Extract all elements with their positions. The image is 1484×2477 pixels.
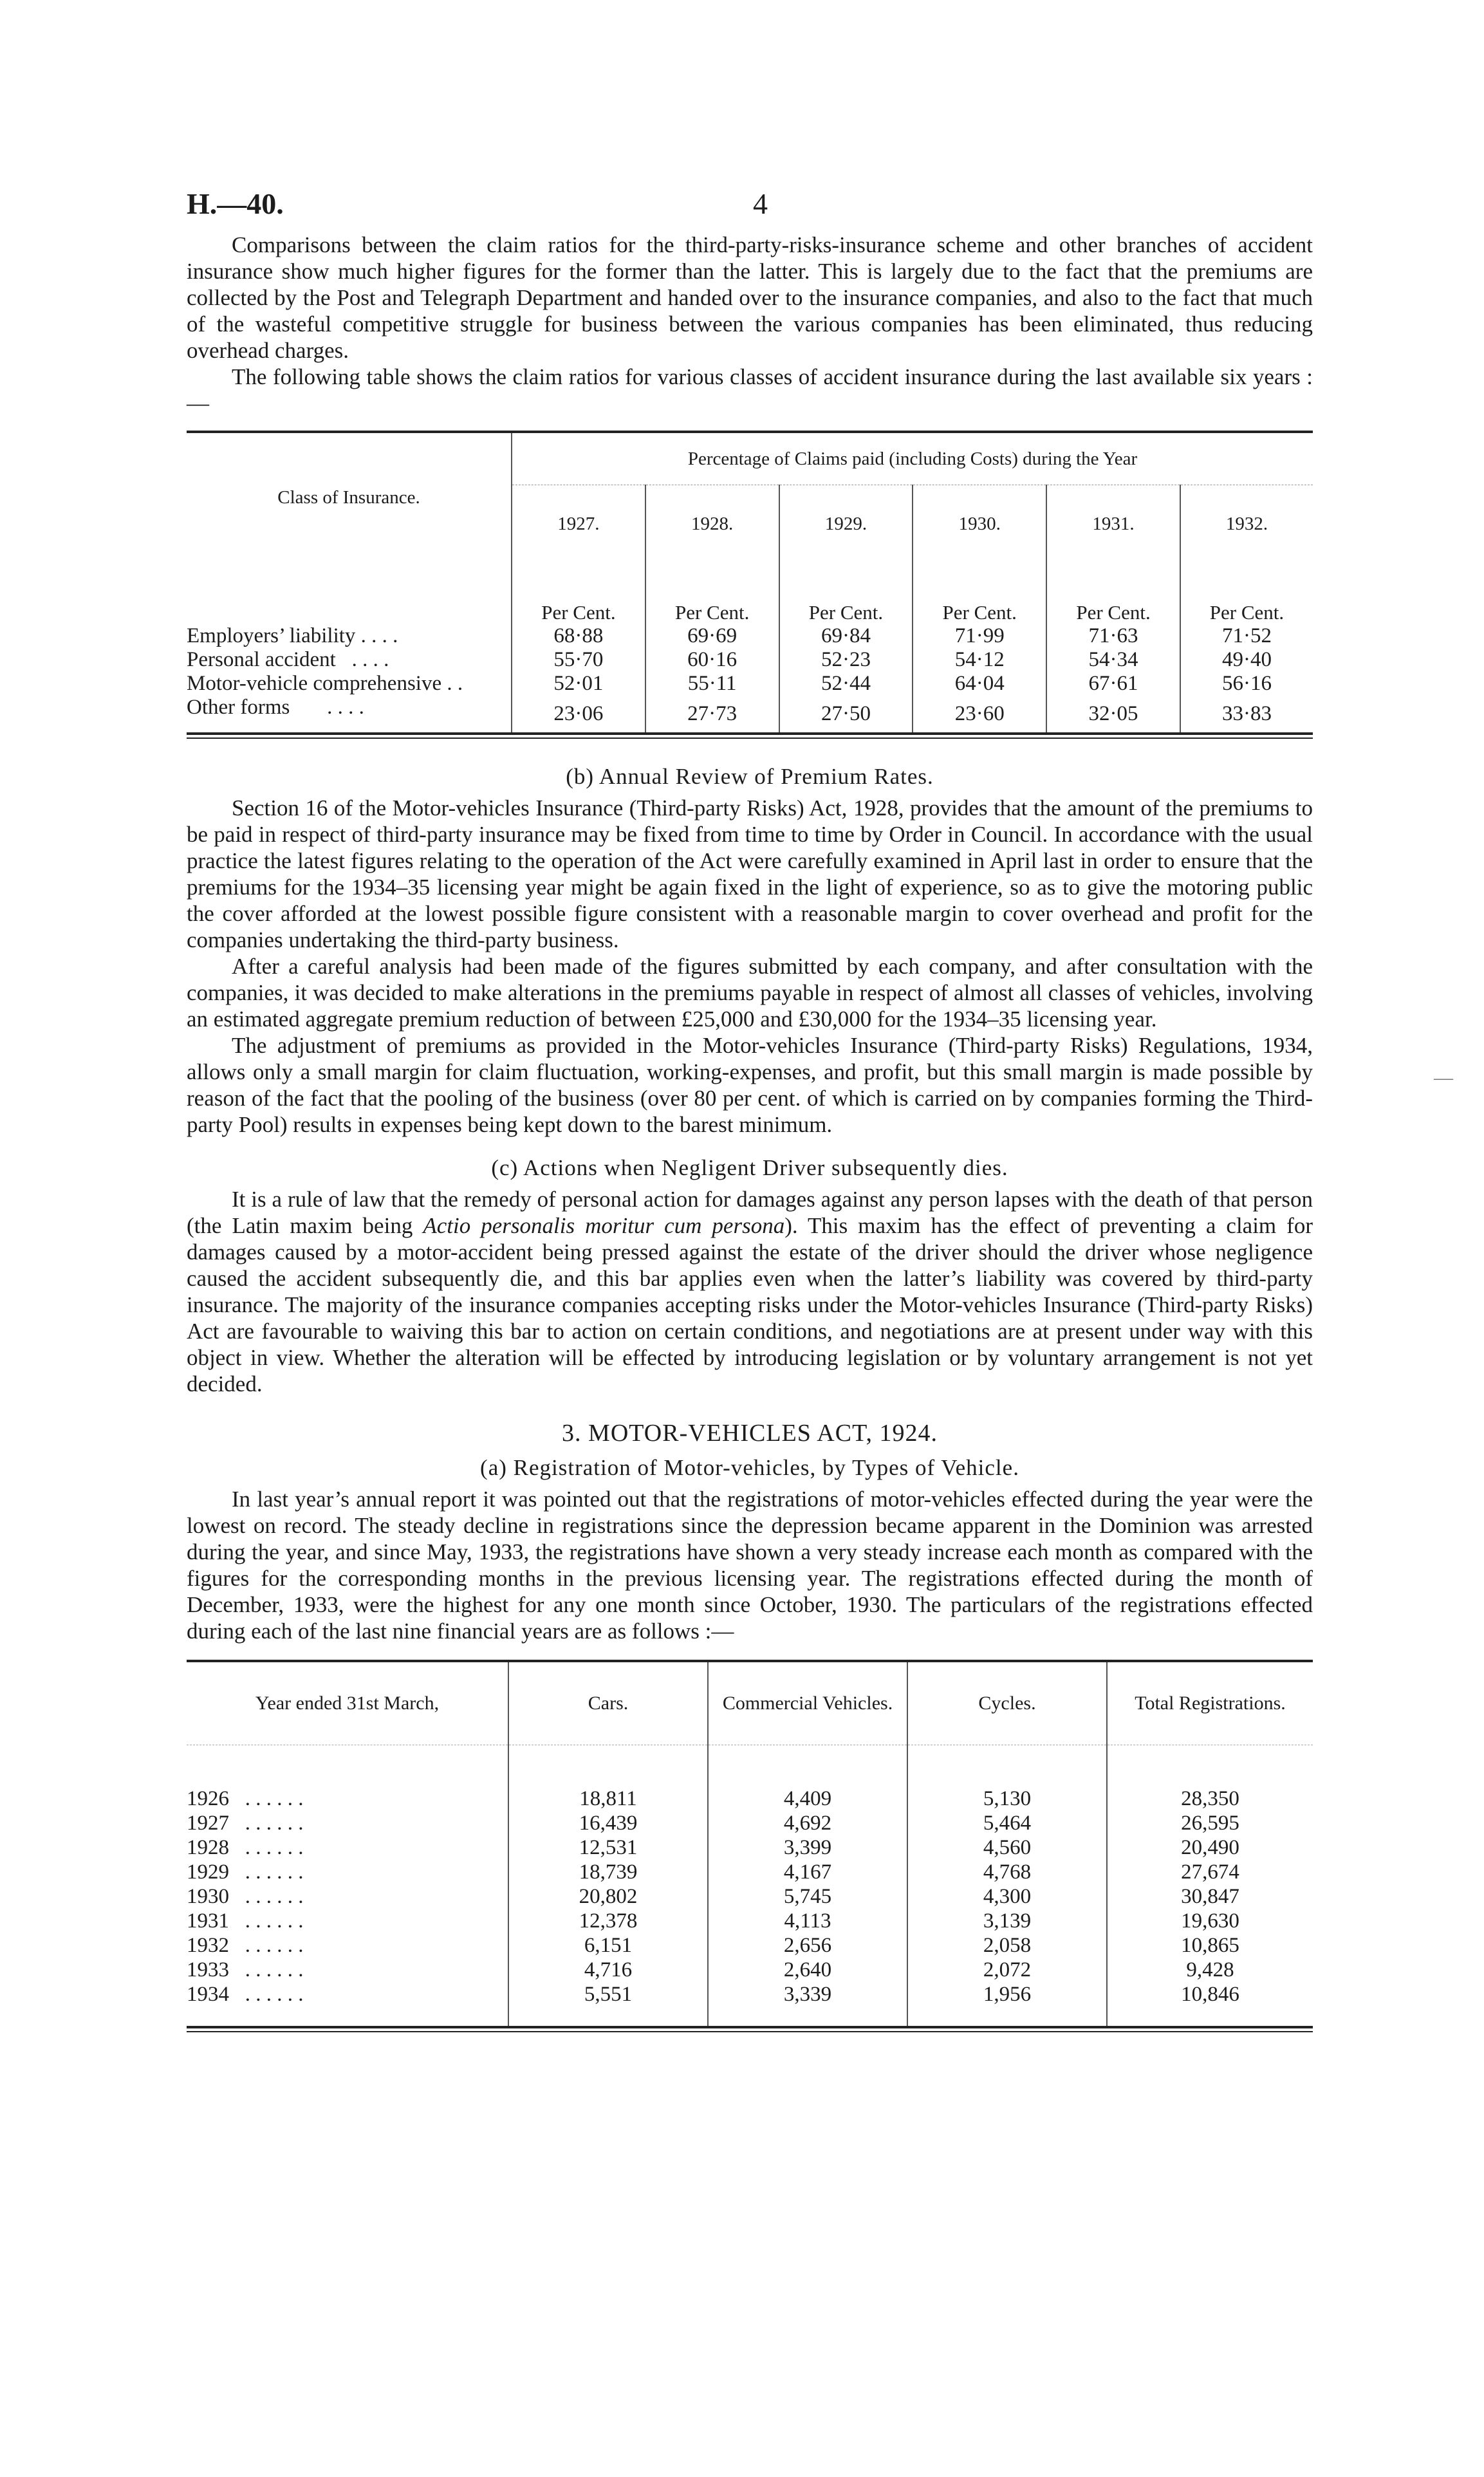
leader-dots: . . . . . . (245, 1909, 304, 1933)
intro-paragraph-1: Comparisons between the claim ratios for the third-party-risks-insurance scheme and other branches of accident insurance show much higher figures for the former than the latter. This is largely due to the fact that the premiums are collected by the Post and Telegraph Department and handed over to the insurance companies, and also to the fact that much of the wasteful competitive struggle for business between the various companies has been eliminated, thus reducing overhead charges. (187, 232, 1313, 363)
class-of-insurance-header: Class of Insurance. (277, 487, 420, 508)
table-cell: 3,399 (708, 1835, 907, 1860)
page-number: 4 (753, 187, 768, 220)
table-cell: 5,464 (907, 1811, 1107, 1835)
table-cell: 18,811 (508, 1745, 708, 1812)
year-header: 1927. (512, 485, 645, 563)
table-cell: 4,692 (708, 1811, 907, 1835)
table-cell: 30,847 (1107, 1884, 1313, 1909)
table-cell: 55·70 (512, 648, 645, 672)
table-cell: 27·73 (645, 696, 779, 732)
table-cell: 2,640 (708, 1958, 907, 1982)
year-cell: 1931 (187, 1909, 229, 1933)
table-cell: 52·44 (779, 672, 913, 696)
table-cell: 4,300 (907, 1884, 1107, 1909)
table-row (187, 624, 1313, 648)
table-cell: 52·01 (512, 672, 645, 696)
percentage-group-header: Percentage of Claims paid (including Costs) during the Year (512, 433, 1313, 485)
table-cell: 64·04 (913, 672, 1046, 696)
section-c-text-end: ). This maxim has the effect of preventing a claim for damages caused by a motor-accident being pressed against the estate of the driver should the driver whose negligence caused the accident subsequently die, and this bar applies even when the latter’s liability was covered by third-party insurance. The majority of the insurance companies accepting risks under the Motor-vehicles Insurance (Third-party Risks) Act are favourable to waiving this bar to action on certain conditions, and negotiations are at present under way with this object in view. Whether the alteration will be effected by introducing legislation or by voluntary arrangement is not yet decided. (187, 1213, 1313, 1396)
year-header: 1929. (779, 485, 913, 563)
leader-dots: . . . . . . (245, 1958, 304, 1981)
table-cell: 5,551 (508, 1982, 708, 2026)
row-label: Employers’ liability . . (187, 624, 377, 647)
table-cell: 28,350 (1107, 1745, 1313, 1812)
table-cell: 19,630 (1107, 1909, 1313, 1933)
year-header: 1928. (645, 485, 779, 563)
table-cell: 71·99 (913, 624, 1046, 648)
table-row (187, 1835, 1313, 1860)
table-row (187, 672, 1313, 696)
table-row (187, 1860, 1313, 1884)
table-cell: 1,956 (907, 1982, 1107, 2026)
row-label: Personal accident (187, 648, 336, 671)
table-cell: 27·50 (779, 696, 913, 732)
table-cell: 33·83 (1180, 696, 1313, 732)
intro-paragraph-2: The following table shows the claim ratios for various classes of accident insurance during the last available six years :— (187, 364, 1313, 416)
table-cell: 52·23 (779, 648, 913, 672)
cars-header: Cars. (508, 1662, 708, 1745)
table-cell: 4,716 (508, 1958, 708, 1982)
section-b-paragraph-1: Section 16 of the Motor-vehicles Insurance (Third-party Risks) Act, 1928, provides that the amount of the premiums to be paid in respect of third-party insurance may be fixed from time to time by Order in Council. In accordance with the usual practice the latest figures relating to the operation of the Act were carefully examined in April last in order to ensure that the premiums for the 1934–35 licensing year might be again fixed in the light of experience, so as to give the motoring public the cover afforded at the lowest possible figure consistent with a reasonable margin to cover overhead and profit for the companies undertaking the third-party business. (187, 795, 1313, 952)
leader-dots: . . . . . . (245, 1836, 304, 1859)
year-cell: 1934 (187, 1983, 229, 2006)
table-row (187, 1909, 1313, 1933)
table-cell: 54·34 (1046, 648, 1180, 672)
table-cell: 55·11 (645, 672, 779, 696)
table-cell: 71·52 (1180, 624, 1313, 648)
table-row (187, 1933, 1313, 1958)
section-b-paragraph-3: The adjustment of premiums as provided in the Motor-vehicles Insurance (Third-party Risks) Regulations, 1934, allows only a small margin for claim fluctuation, working-expenses, and profit, but this small margin is made possible by reason of the fact that the pooling of the business (over 80 per cent. of which is carried on by companies forming the Third-party Pool) results in expenses being kept down to the barest minimum. (187, 1033, 1313, 1137)
running-header (187, 187, 1313, 232)
section-b-paragraph-2: After a careful analysis had been made of the figures submitted by each company, and after consultation with the companies, it was decided to make alterations in the premiums payable in respect of almost all classes of vehicles, involving an estimated aggregate premium reduction of between £25,000 and £30,000 for the 1934–35 licensing year. (187, 954, 1313, 1032)
table-cell: 4,167 (708, 1860, 907, 1884)
table-row (187, 1958, 1313, 1982)
leader-dots: . . . . . . (245, 1983, 304, 2006)
table-cell: 54·12 (913, 648, 1046, 672)
leader-dots: . . . . . . (245, 1885, 304, 1908)
section-c-text-start: It is a rule of law that the remedy of personal action for damages against any person lapses with the death of that person (the Latin maxim being (187, 1187, 1313, 1238)
table-cell: 4,113 (708, 1909, 907, 1933)
table-cell: 16,439 (508, 1811, 708, 1835)
table-row (187, 1982, 1313, 2026)
registrations-table (187, 1660, 1313, 2032)
leader-dots: . . . . (327, 696, 364, 719)
year-ended-header: Year ended 31st March, (187, 1662, 508, 1745)
table-cell: 20,802 (508, 1884, 708, 1909)
leader-dots: . . . . . . (245, 1934, 304, 1957)
year-header: 1931. (1046, 485, 1180, 563)
section-c-paragraph (187, 1186, 1313, 1397)
table-cell: 2,656 (708, 1933, 907, 1958)
table-cell: 69·84 (779, 624, 913, 648)
year-cell: 1927 (187, 1812, 229, 1835)
section-b-heading: (b) Annual Review of Premium Rates. (566, 764, 934, 789)
table-row (187, 648, 1313, 672)
table-cell: 26,595 (1107, 1811, 1313, 1835)
year-cell: 1933 (187, 1958, 229, 1981)
latin-maxim: Actio personalis moritur cum persona (423, 1213, 785, 1238)
table-cell: 69·69 (645, 624, 779, 648)
table-cell: 2,058 (907, 1933, 1107, 1958)
table-cell: 67·61 (1046, 672, 1180, 696)
unit-label: Per Cent. (645, 562, 779, 624)
unit-label: Per Cent. (1046, 562, 1180, 624)
year-cell: 1932 (187, 1934, 229, 1957)
margin-mark: — (1434, 1067, 1453, 1088)
table-cell: 23·06 (512, 696, 645, 732)
section-3-heading: 3. MOTOR-VEHICLES ACT, 1924. (562, 1420, 938, 1447)
table-cell: 10,846 (1107, 1982, 1313, 2026)
section-3-paragraph: In last year’s annual report it was pointed out that the registrations of motor-vehicles effected during the year were the lowest on record. The steady decline in registrations since the depression became apparent in the Dominion was arrested during the year, and since May, 1933, the registrations have shown a very steady increase each month as compared with the figures for the corresponding months in the previous licensing year. The registrations effected during the month of December, 1933, were the highest for any one month since October, 1930. The particulars of the registrations effected during each of the last nine financial years are as follows :— (187, 1487, 1313, 1644)
year-cell: 1926 (187, 1787, 229, 1810)
year-header: 1932. (1180, 485, 1313, 563)
section-3a-heading: (a) Registration of Motor-vehicles, by Types of Vehicle. (480, 1455, 1019, 1480)
year-cell: 1929 (187, 1860, 229, 1884)
table-cell: 27,674 (1107, 1860, 1313, 1884)
year-header: 1930. (913, 485, 1046, 563)
leader-dots: . . . . . . (245, 1860, 304, 1884)
table-cell: 60·16 (645, 648, 779, 672)
unit-label: Per Cent. (779, 562, 913, 624)
table-cell: 4,768 (907, 1860, 1107, 1884)
table-cell: 3,139 (907, 1909, 1107, 1933)
table-cell: 9,428 (1107, 1958, 1313, 1982)
cycles-header: Cycles. (907, 1662, 1107, 1745)
table-row (187, 696, 1313, 732)
table-cell: 68·88 (512, 624, 645, 648)
table-cell: 2,072 (907, 1958, 1107, 1982)
leader-dots: . . (447, 672, 463, 695)
table-cell: 20,490 (1107, 1835, 1313, 1860)
total-registrations-header: Total Registrations. (1107, 1662, 1313, 1745)
year-cell: 1930 (187, 1885, 229, 1908)
leader-dots: . . . . . . (245, 1812, 304, 1835)
table-cell: 56·16 (1180, 672, 1313, 696)
table-cell: 12,378 (508, 1909, 708, 1933)
unit-label: Per Cent. (512, 562, 645, 624)
section-c-heading: (c) Actions when Negligent Driver subsequently dies. (491, 1155, 1008, 1180)
table-cell: 5,130 (907, 1745, 1107, 1812)
table-cell: 12,531 (508, 1835, 708, 1860)
table-cell: 18,739 (508, 1860, 708, 1884)
leader-dots: . . . . (351, 648, 389, 671)
table-cell: 32·05 (1046, 696, 1180, 732)
table-cell: 49·40 (1180, 648, 1313, 672)
commercial-vehicles-header: Commercial Vehicles. (708, 1662, 907, 1745)
page (187, 187, 1313, 2032)
table-cell: 5,745 (708, 1884, 907, 1909)
claims-ratio-table (187, 431, 1313, 739)
row-label: Other forms (187, 696, 290, 719)
leader-dots: . . (382, 624, 398, 647)
table-cell: 3,339 (708, 1982, 907, 2026)
table-cell: 6,151 (508, 1933, 708, 1958)
table-cell: 4,409 (708, 1745, 907, 1812)
unit-label: Per Cent. (913, 562, 1046, 624)
table-cell: 23·60 (913, 696, 1046, 732)
table-row (187, 1884, 1313, 1909)
leader-dots: . . . . . . (245, 1787, 304, 1810)
table-cell: 4,560 (907, 1835, 1107, 1860)
table-row (187, 1811, 1313, 1835)
table-row (187, 1745, 1313, 1812)
table-cell: 10,865 (1107, 1933, 1313, 1958)
document-reference: H.—40. (187, 187, 284, 220)
unit-label: Per Cent. (1180, 562, 1313, 624)
year-cell: 1928 (187, 1836, 229, 1859)
row-label: Motor-vehicle comprehensive (187, 672, 442, 695)
table-cell: 71·63 (1046, 624, 1180, 648)
